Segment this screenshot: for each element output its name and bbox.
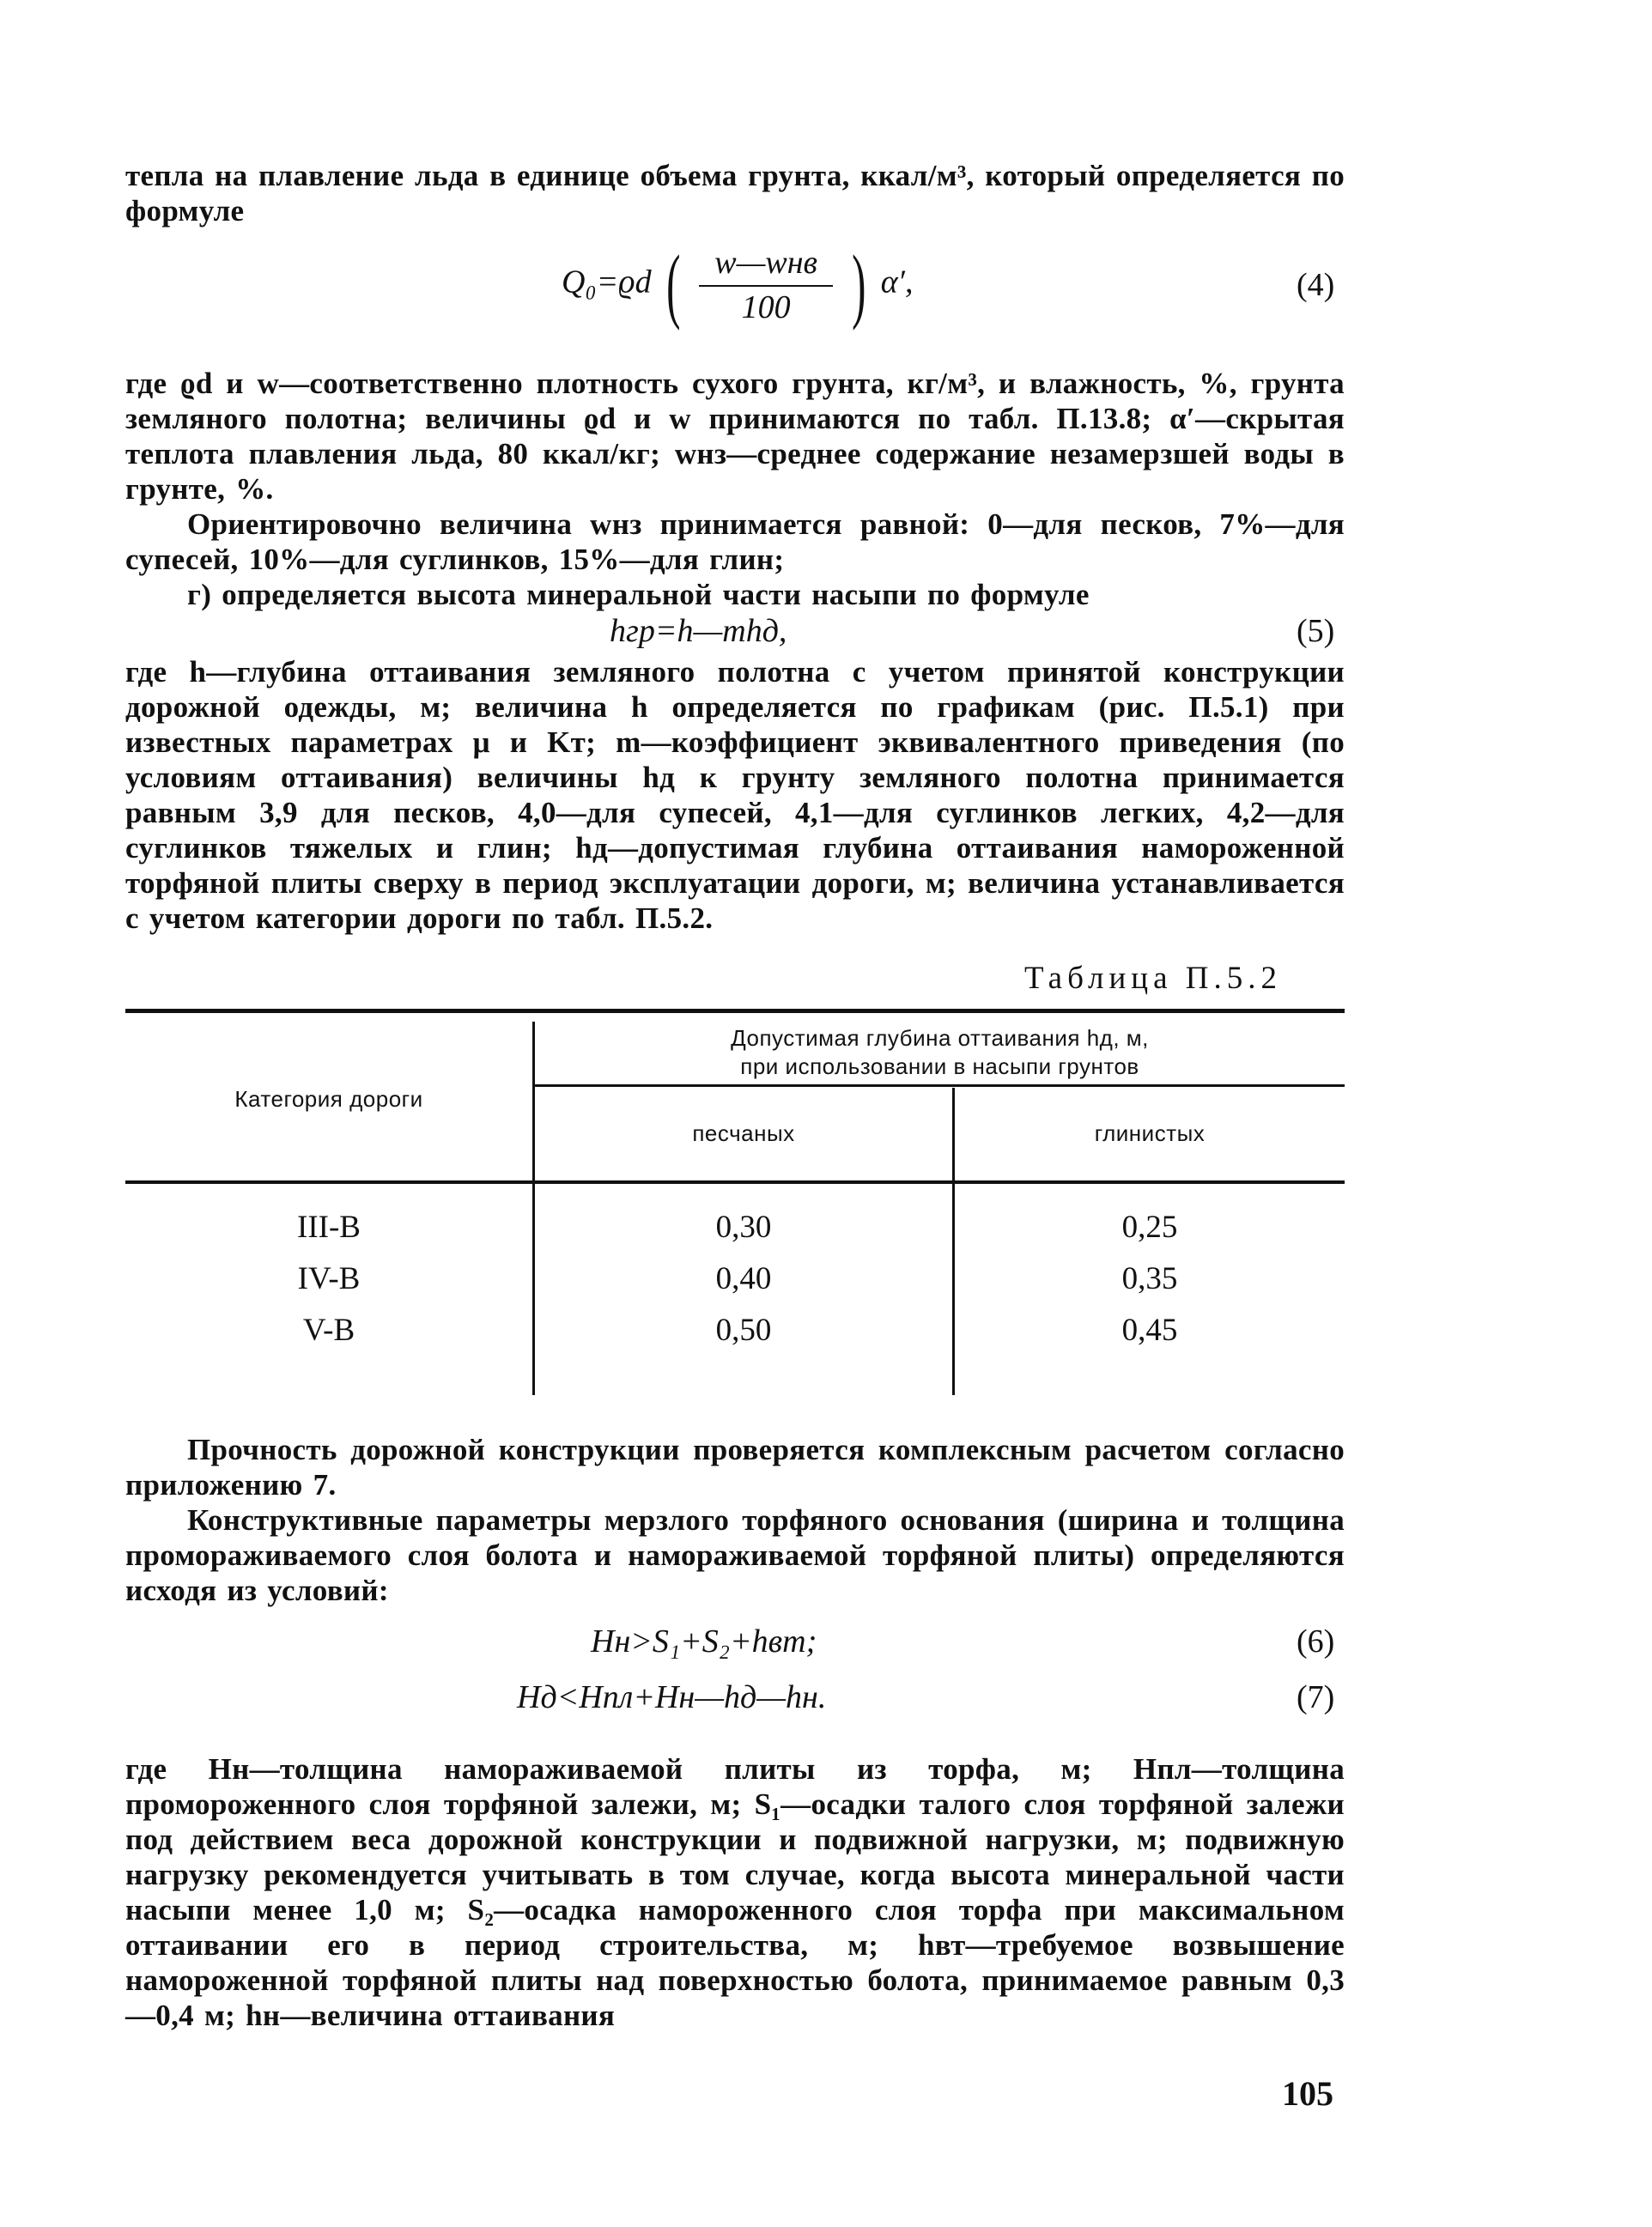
paragraph-1-text: тепла на плавление льда в единице объема грунта, ккал/м³, который определяется по формуле [125, 159, 1345, 228]
paragraph-5 [125, 654, 1345, 936]
paragraph-7-text: Конструктивные параметры мерзлого торфяного основания (ширина и толщина промораживаемого слоя болота и намораживаемой торфяной плиты) определяются исходя из условий: [125, 1503, 1345, 1607]
table-cell-category-row-1: III-В [297, 1210, 361, 1245]
table-cell-sand-row-2: 0,40 [715, 1261, 772, 1296]
equation-number-7: (7) [1297, 1679, 1335, 1715]
table-cell-clay-row-3: 0,45 [1121, 1313, 1178, 1348]
table-header-depth-line-1: Допустимая глубина оттаивания hд, м, [731, 1025, 1149, 1051]
formula-4-numerator: w—wнв [699, 244, 833, 287]
formula-4-right-paren: ) [851, 239, 866, 331]
formula-4-right: α′, [880, 264, 914, 300]
paragraph-2 [125, 366, 1345, 507]
paragraph-6 [125, 1432, 1345, 1502]
table-cell-clay-row-2: 0,35 [1121, 1261, 1178, 1296]
table-p5-2 [125, 1009, 1345, 1395]
paragraph-4-text: г) определяется высота минеральной части насыпи по формуле [187, 578, 1090, 611]
table-header-category: Категория дороги [234, 1086, 423, 1112]
table-cell-category-row-3: V-В [302, 1313, 355, 1348]
paragraph-4 [125, 577, 1345, 612]
paragraph-8-text: где Hн—толщина намораживаемой плиты из торфа, м; Hпл—толщина промороженного слоя торфяной залежи, м; S₁—осадки талого слоя торфяной залежи под действием веса дорожной конструкции и подвижной нагрузки, м; подвижную нагрузку рекомендуется учитывать в том случае, когда высота минеральной части насыпи менее 1,0 м; S₂—осадка намороженного слоя торфа при максимальном оттаивании его в период строительства, м; hвт—требуемое возвышение намороженной торфяной плиты над поверхностью болота, принимаемое равным 0,3—0,4 м; hн—величина оттаивания [125, 1752, 1345, 2032]
formula-6: Hн>S₁+S₂+hвт; [591, 1623, 817, 1660]
table-title: Таблица П.5.2 [1024, 961, 1282, 996]
equation-number-5: (5) [1297, 613, 1335, 649]
table-header-depth-line-2: при использовании в насыпи грунтов [740, 1053, 1139, 1079]
paragraph-1 [125, 158, 1345, 228]
formula-7: Hд<Hпл+Hн—hд—hн. [517, 1679, 827, 1715]
formula-4-denominator: 100 [741, 289, 791, 325]
table-cell-clay-row-1: 0,25 [1121, 1210, 1178, 1245]
table-header-rule [125, 1180, 1345, 1184]
table-top-rule [125, 1009, 1345, 1013]
table-cell-sand-row-1: 0,30 [715, 1210, 772, 1245]
table-header-clay: глинистых [1094, 1120, 1206, 1146]
paragraph-3 [125, 507, 1345, 577]
table-cell-category-row-2: IV-В [297, 1261, 361, 1296]
table-subheader-rule [533, 1084, 1345, 1087]
paragraph-6-text: Прочность дорожной конструкции проверяется комплексным расчетом согласно приложению 7. [125, 1433, 1345, 1502]
formula-4-left: Q₀=ϱd [562, 264, 652, 300]
table-cell-sand-row-3: 0,50 [715, 1313, 772, 1348]
paragraph-3-text: Ориентировочно величина wнз принимается равной: 0—для песков, 7%—для супесей, 10%—для суглинков, 15%—для глин; [125, 507, 1345, 576]
paragraph-5-text: где h—глубина оттаивания земляного полотна с учетом принятой конструкции дорожной одежды, м; величина h определяется по графикам (рис. П.5.1) при известных параметрах μ и Kт; m—коэффициент эквивалентного приведения (по условиям оттаивания) величины hд к грунту земляного полотна принимается равным 3,9 для песков, 4,0—для супесей, 4,1—для суглинков легких, 4,2—для суглинков тяжелых и глин; hд—допустимая глубина оттаивания намороженной торфяной плиты сверху в период эксплуатации дороги, м; величина устанавливается с учетом категории дороги по табл. П.5.2. [125, 655, 1345, 935]
table-header-sand: песчаных [692, 1120, 795, 1146]
equation-number-6: (6) [1297, 1623, 1335, 1660]
paragraph-7 [125, 1502, 1345, 1608]
paragraph-8 [125, 1751, 1345, 2033]
paragraph-2-text: где ϱd и w—соответственно плотность сухого грунта, кг/м³, и влажность, %, грунта земляного полотна; величины ϱd и w принимаются по табл. П.13.8; α′—скрытая теплота плавления льда, 80 ккал/кг; wнз—среднее содержание незамерзшей воды в грунте, %. [125, 367, 1345, 506]
formula-4 [562, 239, 914, 331]
page-number: 105 [1282, 2074, 1333, 2113]
equation-number-4: (4) [1297, 267, 1335, 303]
formula-5: hгр=h—mhд, [610, 613, 787, 649]
formula-4-left-paren: ( [666, 239, 681, 331]
formula-4-fraction [699, 244, 833, 326]
